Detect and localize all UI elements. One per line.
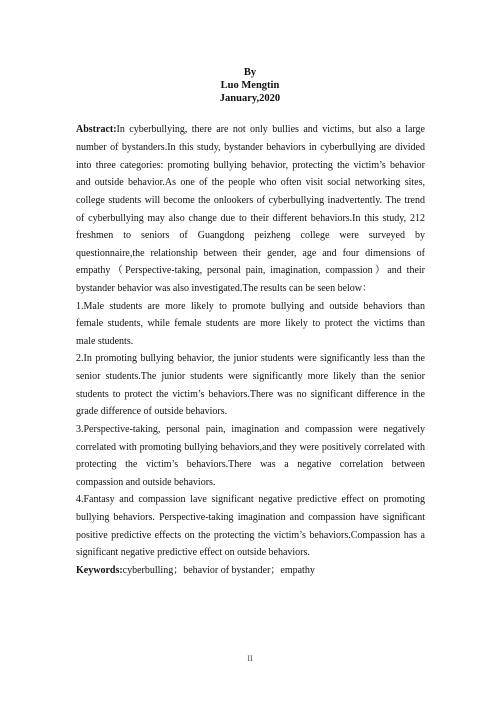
abstract-line [76,123,425,136]
keywords-text: cyberbulling；behavior of bystander；empathy [122,565,315,576]
abstract-label: Abstract: [76,124,117,135]
result-line: 2.In promoting bullying behavior, the junior students were significantly less than the [76,353,425,364]
abstract-line: empathy（Perspective-taking, personal pain, imagination, compassion）and their [76,265,425,276]
abstract-line: bystander behavior was also investigated.The results can be seen below： [76,283,373,294]
byline: By [243,67,257,78]
result-line: male students. [76,336,134,347]
date: January,2020 [219,93,281,104]
result-line: 3.Perspective-taking, personal pain, imagination and compassion were negatively [76,424,425,435]
abstract-line: and outside behavior.As one of the people who often visit social networking sites, [76,177,425,188]
result-line: senior students.The junior students were significantly more likely than the senior [76,371,425,382]
abstract-line: number of bystanders.In this study, bystander behaviors in cyberbullying are divided [76,142,425,153]
result-line: correlated with promoting bullying behaviors,and they were positively correlated with [76,442,425,453]
result-line: compassion and outside behaviors. [76,477,216,488]
result-line: female students, while female students are more likely to protect the victims than [76,318,425,329]
abstract-line: into three categories: promoting bullying behavior, protecting the victim’s behavior [76,160,425,171]
abstract-text: In cyberbullying, there are not only bullies and victims, but also a large [116,124,425,135]
result-line: students to protect the victim’s behaviors.There was no significant difference in the [76,389,425,400]
abstract-line: freshmen to seniors of Guangdong peizheng college were surveyed by [76,230,425,241]
abstract-line: college students will become the onlookers of cyberbullying inadvertently. The trend [76,195,425,206]
result-line: 1.Male students are more likely to promote bullying and outside behaviors than [76,301,425,312]
result-line: protecting the victim’s behaviors.There was a negative correlation between [76,459,425,470]
author-name: Luo Mengtin [220,80,280,91]
result-line: bullying behaviors. Perspective-taking imagination and compassion have significant [76,512,425,523]
page-number: II [247,654,253,663]
result-line: 4.Fantasy and compassion lave significant negative predictive effect on promoting [76,494,425,505]
result-line: significant negative predictive effect on outside behaviors. [76,547,310,558]
keywords-label: Keywords: [76,565,123,576]
keywords-line [76,564,425,577]
result-line: positive predictive effects on the protecting the victim’s behaviors.Compassion has a [76,530,425,541]
abstract-line: of cyberbullying may also change due to their different behaviors.In this study, 212 [76,213,425,224]
result-line: grade difference of outside behaviors. [76,406,228,417]
abstract-line: questionnaire,the relationship between their gender, age and four dimensions of [76,248,425,259]
